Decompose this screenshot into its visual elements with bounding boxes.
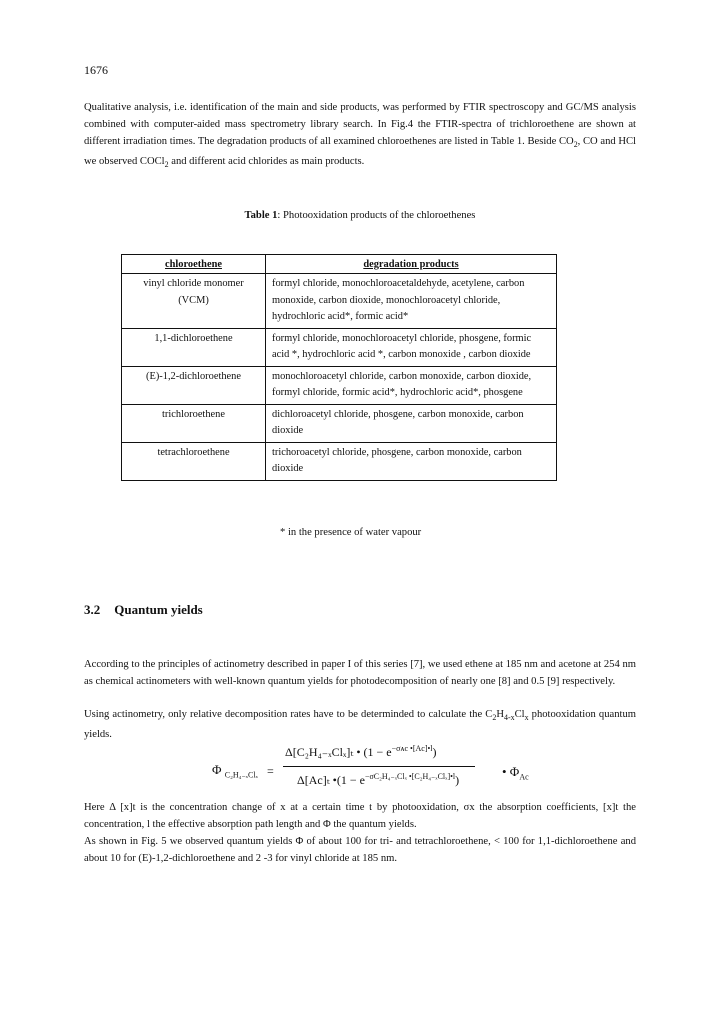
table-row bbox=[122, 328, 557, 366]
compound-cell: (E)-1,2-dichloroethene bbox=[122, 366, 266, 404]
table-footnote: * in the presence of water vapour bbox=[280, 527, 422, 538]
table-row bbox=[122, 442, 557, 480]
column-header-chloroethene: chloroethene bbox=[122, 255, 266, 274]
quantum-yield-formula bbox=[100, 742, 660, 800]
compound-cell: trichloroethene bbox=[122, 404, 266, 442]
products-cell: formyl chloride, monochloroacetaldehyde, acetylene, carbon monoxide, carbon dioxide, monochloroacetyl chloride, hydrochloric acid*, formic acid* bbox=[266, 274, 557, 329]
column-header-degradation-products: degradation products bbox=[266, 255, 557, 274]
formula-numerator: Δ[C₂H₄₋ₓClₓ]ₜ • $(1 - e^{-\sigma ᴀc •[Ac]•l})$ bbox=[285, 744, 437, 759]
compound-cell: tetrachloroethene bbox=[122, 442, 266, 480]
fraction-bar bbox=[283, 766, 475, 767]
formula-explanation-paragraph: Here Δ [x]t is the concentration change of x at a certain time t by photooxidation, σx the absorption coefficients, [x]t the concentration, l the effective absorption path length and Φ the quantum yields. bbox=[84, 802, 636, 830]
results-paragraph: As shown in Fig. 5 we observed quantum yields Φ of about 100 for tri- and tetrachloroethene, < 100 for 1,1-dichloroethene and about 10 for (E)-1,2-dichloroethene and 2 -3 for vinyl chloride at 185 nm. bbox=[84, 836, 636, 864]
compound-cell: vinyl chloride monomer (VCM) bbox=[122, 274, 266, 329]
formula-equals: = bbox=[267, 764, 274, 778]
table-caption: Table 1: Photooxidation products of the chloroethenes bbox=[244, 210, 476, 221]
products-table bbox=[121, 254, 557, 481]
products-cell: dichloroacetyl chloride, phosgene, carbon monoxide, carbon dioxide bbox=[266, 404, 557, 442]
quantum-yield-intro-paragraph: Using actinometry, only relative decomposition rates have to be determinded to calculate the $C_2H_{4-x}Cl_x$ photooxidation quantum yields. bbox=[84, 709, 636, 741]
table-row bbox=[122, 366, 557, 404]
table-row bbox=[122, 274, 557, 329]
section-title: Quantum yields bbox=[114, 602, 203, 617]
products-cell: formyl chloride, monochloroacetyl chloride, phosgene, formic acid *, hydrochloric acid *, carbon monoxide , carbon dioxide bbox=[266, 328, 557, 366]
products-cell: monochloroacetyl chloride, carbon monoxide, carbon dioxide, formyl chloride, formic acid*, hydrochloric acid*, phosgene bbox=[266, 366, 557, 404]
formula-denominator: Δ[Ac]ₜ •(1 − $e^{-\sigma C_2H_{4-x}Cl_x •[C_2H_{4-x}Cl_x]•l}$) bbox=[297, 772, 460, 787]
table-header-row bbox=[122, 255, 557, 274]
products-cell: trichoroacetyl chloride, phosgene, carbon monoxide, carbon dioxide bbox=[266, 442, 557, 480]
page-number: 1676 bbox=[84, 63, 108, 77]
formula-lhs: Φ $_{C_2H_{4-x}Cl_x}$ bbox=[212, 762, 258, 780]
table-row bbox=[122, 404, 557, 442]
intro-paragraph: Qualitative analysis, i.e. identification of the main and side products, was performed by FTIR spectroscopy and GC/MS analysis combined with computer-aided mass spectrometry library search. In Fig.4 the FTIR-spectra of trichloroethene are shown at different irradiation times. The degradation products of all examined chloroethenes are listed in Table 1. Beside $CO_2$, CO and HCl we observed COCl$_2$ and different acid chlorides as main products. bbox=[84, 102, 636, 170]
compound-cell: 1,1-dichloroethene bbox=[122, 328, 266, 366]
section-number: 3.2 bbox=[84, 602, 101, 617]
formula-rhs: • $\Phi_{Ac}$ bbox=[502, 764, 529, 782]
actinometry-paragraph: According to the principles of actinometry described in paper I of this series [7], we used ethene at 185 nm and acetone at 254 nm as chemical actinometers with well-known quantum yields for photodecomposition of nearly one [8] and 0.5 [9] respectively. bbox=[84, 659, 636, 687]
section-heading bbox=[84, 602, 203, 618]
